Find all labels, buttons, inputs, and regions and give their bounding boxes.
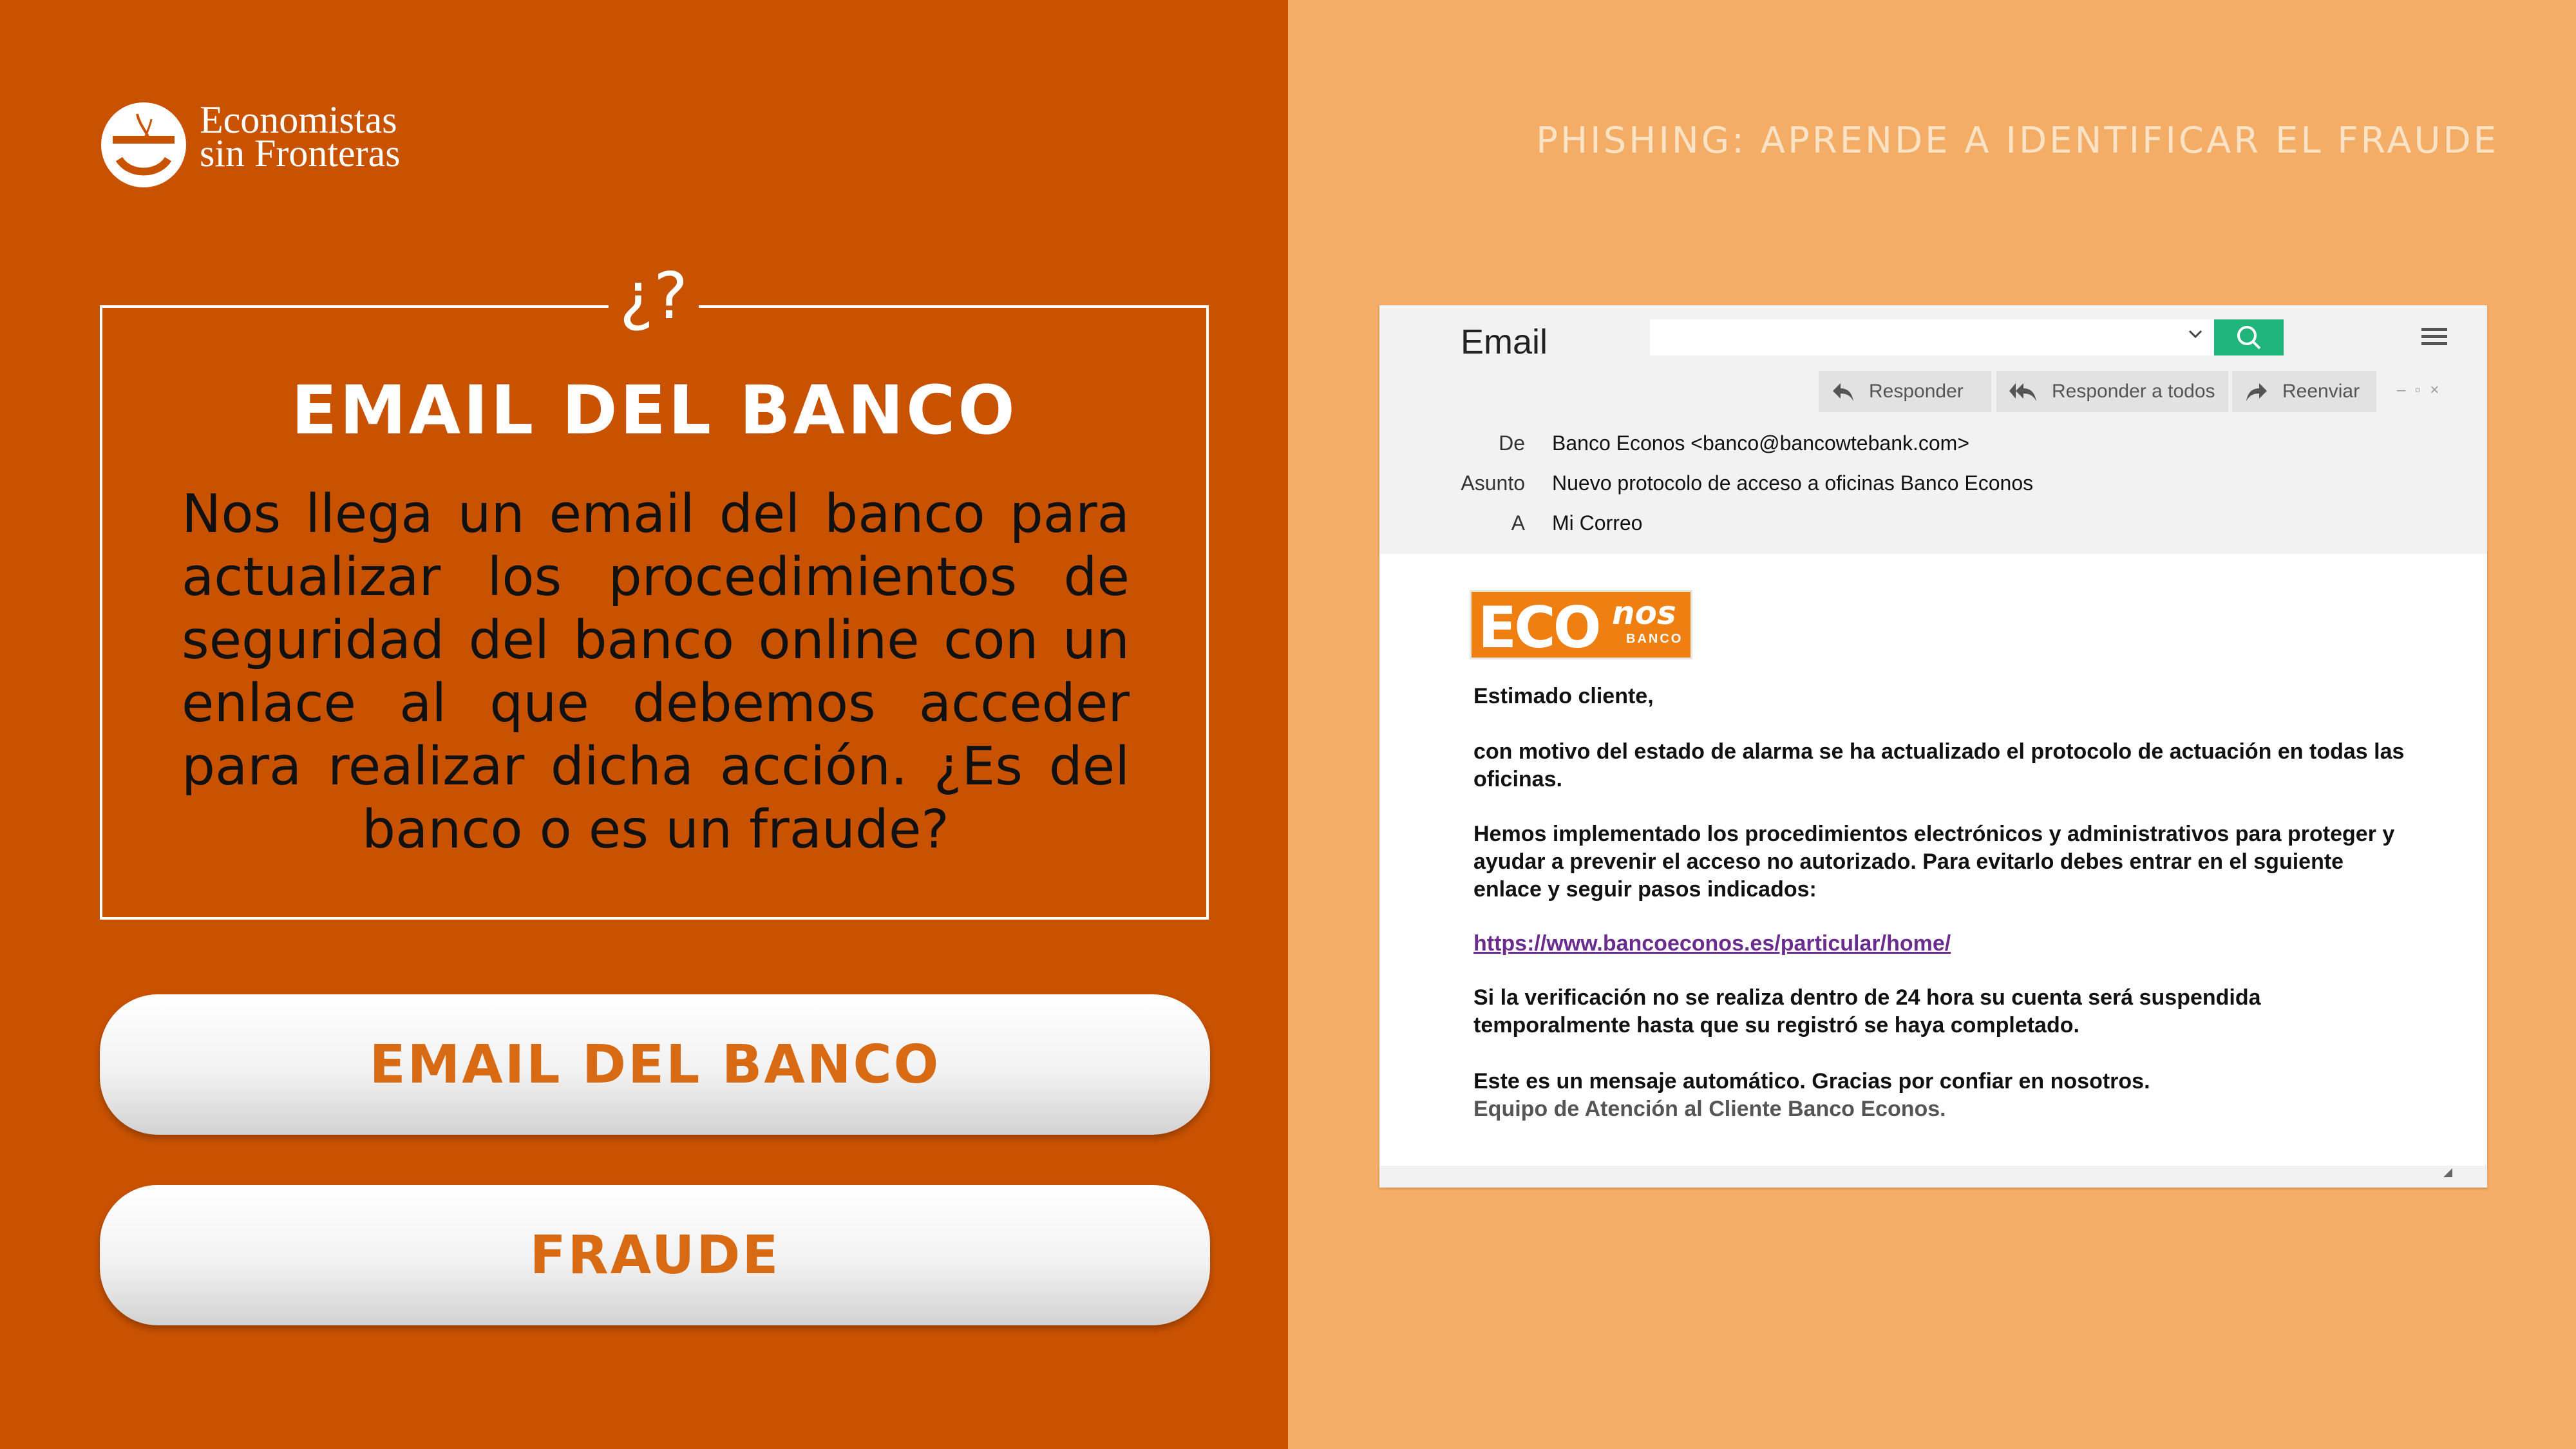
question-title: EMAIL DEL BANCO [291, 371, 1018, 450]
to-value: Mi Correo [1552, 511, 1643, 535]
forward-icon [2244, 381, 2269, 402]
bank-logo-nos: nos [1612, 594, 1676, 632]
bank-logo [1470, 590, 1692, 659]
org-name-line2: sin Fronteras [200, 132, 401, 175]
question-mark-icon: ¿? [609, 258, 699, 335]
from-value: Banco Econos <banco@bancowtebank.com> [1552, 431, 1970, 455]
subject-label: Asunto [1461, 471, 1525, 495]
email-paragraph-3: Si la verificación no se realiza dentro de 24 hora su cuenta será suspendida temporalmente hasta que su registró se haya completado. [1473, 985, 2261, 1037]
reply-all-label: Responder a todos [2052, 381, 2215, 402]
reply-label: Responder [1869, 381, 1964, 402]
email-footer [1379, 1166, 2487, 1188]
email-paragraph-1: con motivo del estado de alarma se ha actualizado el protocolo de actuación en todas las oficinas. [1473, 739, 2405, 791]
email-header [1379, 305, 2487, 554]
economistas-logo-icon [99, 100, 189, 190]
bank-logo-eco: ECO [1478, 594, 1599, 661]
email-window [1379, 305, 2487, 1188]
search-icon [2234, 323, 2264, 352]
menu-icon[interactable] [2421, 325, 2447, 350]
email-body [1379, 554, 2487, 1166]
answer-fraude-button[interactable]: FRAUDE [100, 1185, 1210, 1325]
search-button[interactable] [2214, 319, 2284, 355]
reply-button[interactable] [1819, 371, 1991, 412]
search-input[interactable] [1650, 319, 2214, 355]
email-signature: Equipo de Atención al Cliente Banco Econos. [1473, 1097, 1946, 1121]
org-name-line1: Economistas [200, 99, 397, 141]
org-name [200, 99, 401, 175]
from-label: De [1499, 431, 1525, 455]
bank-logo-banco: BANCO [1626, 632, 1683, 646]
to-label: A [1511, 511, 1525, 535]
question-text: Nos llega un email del banco para actualizar los procedimientos de seguridad del banco online con un enlace al que debemos acceder para realizar dicha acción. ¿Es del banco o es un fraude? [182, 484, 1130, 860]
phishing-link[interactable]: https://www.bancoeconos.es/particular/home/ [1473, 931, 1951, 956]
email-closing: Este es un mensaje automático. Gracias por confiar en nosotros. [1473, 1069, 2150, 1094]
page-title: PHISHING: APRENDE A IDENTIFICAR EL FRAUDE [1536, 120, 2499, 162]
email-paragraph-2: Hemos implementado los procedimientos electrónicos y administrativos para proteger y ayudar a prevenir el acceso no autorizado. Para evitarlo debes entrar en el sguiente enlace y seguir pasos indicados: [1473, 822, 2395, 902]
resize-handle-icon[interactable] [2443, 1168, 2452, 1177]
subject-value: Nuevo protocolo de acceso a oficinas Banco Econos [1552, 471, 2034, 495]
forward-label: Reenviar [2282, 381, 2360, 402]
window-controls[interactable]: – ▫ × [2397, 381, 2442, 399]
email-greeting: Estimado cliente, [1473, 684, 1654, 708]
forward-button[interactable] [2232, 371, 2376, 412]
email-link-container [1473, 930, 2414, 958]
email-app-title: Email [1461, 323, 1548, 361]
reply-all-button[interactable] [1996, 371, 2228, 412]
reply-icon [1830, 381, 1856, 402]
reply-all-icon [2008, 381, 2039, 402]
answer-email-del-banco-button[interactable]: EMAIL DEL BANCO [100, 994, 1210, 1135]
chevron-down-icon[interactable] [2186, 325, 2205, 347]
